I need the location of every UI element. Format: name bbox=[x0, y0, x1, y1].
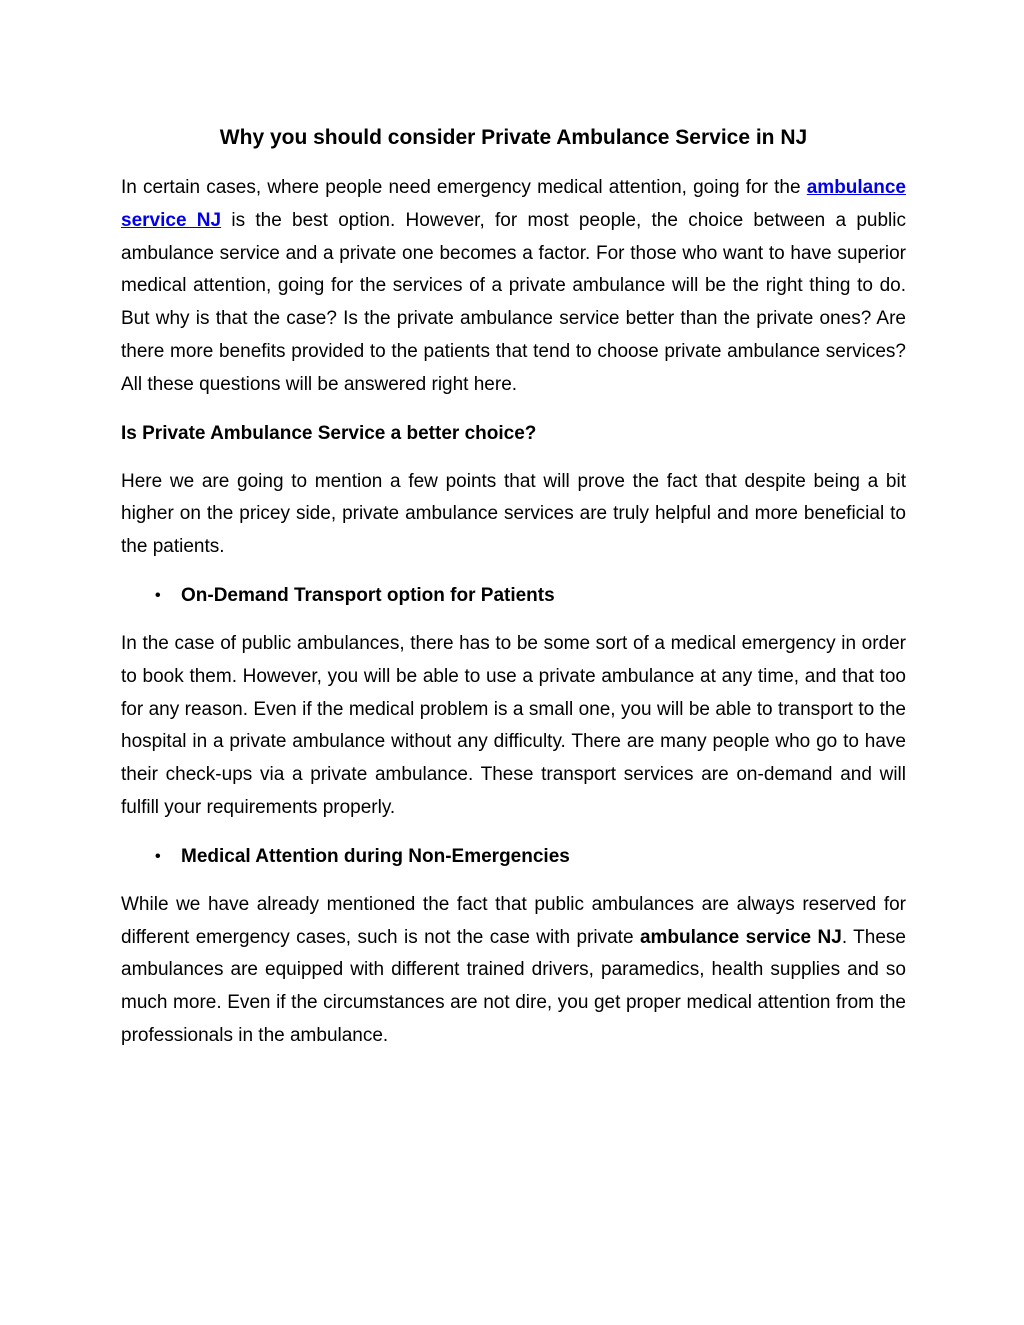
point-2-text-after-bold: . These ambulances are equipped with different trained drivers, paramedics, health supplies and so much more. Even if the circumstances are not dire, you get proper medical attention from the professionals in the ambulance. bbox=[121, 926, 906, 1046]
point-1-heading bbox=[121, 580, 906, 612]
point-2-heading-text: Medical Attention during Non-Emergencies bbox=[181, 845, 570, 867]
section-intro-paragraph: Here we are going to mention a few points that will prove the fact that despite being a bit higher on the pricey side, private ambulance services are truly helpful and more beneficial to the patients. bbox=[121, 470, 906, 558]
point-2-paragraph bbox=[121, 889, 906, 1053]
ambulance-service-nj-link[interactable]: ambulance service NJ bbox=[121, 177, 906, 231]
document-title: Why you should consider Private Ambulance Service in NJ bbox=[219, 126, 808, 149]
intro-text-after-link: is the best option. However, for most people, the choice between a public ambulance service and a private one becomes a factor. For those who want to have superior medical attention, going for the services of a private ambulance will be the right thing to do. But why is that the case? Is the private ambulance service better than the private ones? Are there more benefits provided to the patients that tend to choose private ambulance services? All these questions will be answered right here. bbox=[121, 209, 906, 395]
point-2-heading bbox=[121, 841, 906, 873]
point-1-paragraph: In the case of public ambulances, there has to be some sort of a medical emergency in order to book them. However, you will be able to use a private ambulance at any time, and that too for any reason. Even if the medical problem is a small one, you will be able to transport to the hospital in a private ambulance without any difficulty. There are many people who go to have their check-ups via a private ambulance. These transport services are on-demand and will fulfill your requirements properly. bbox=[121, 632, 906, 818]
bullet-icon: • bbox=[155, 586, 161, 604]
point-2-text-before-bold: While we have already mentioned the fact that public ambulances are always reserved for different emergency cases, such is not the case with private bbox=[121, 893, 906, 948]
intro-text-before-link: In certain cases, where people need emergency medical attention, going for the bbox=[121, 177, 807, 198]
section-heading: Is Private Ambulance Service a better choice? bbox=[121, 422, 537, 444]
point-2-bold-keyword: ambulance service NJ bbox=[639, 926, 842, 948]
bullet-icon: • bbox=[155, 847, 161, 865]
document-page bbox=[121, 118, 906, 1069]
intro-paragraph bbox=[121, 172, 906, 402]
point-1-heading-text: On-Demand Transport option for Patients bbox=[181, 584, 555, 606]
